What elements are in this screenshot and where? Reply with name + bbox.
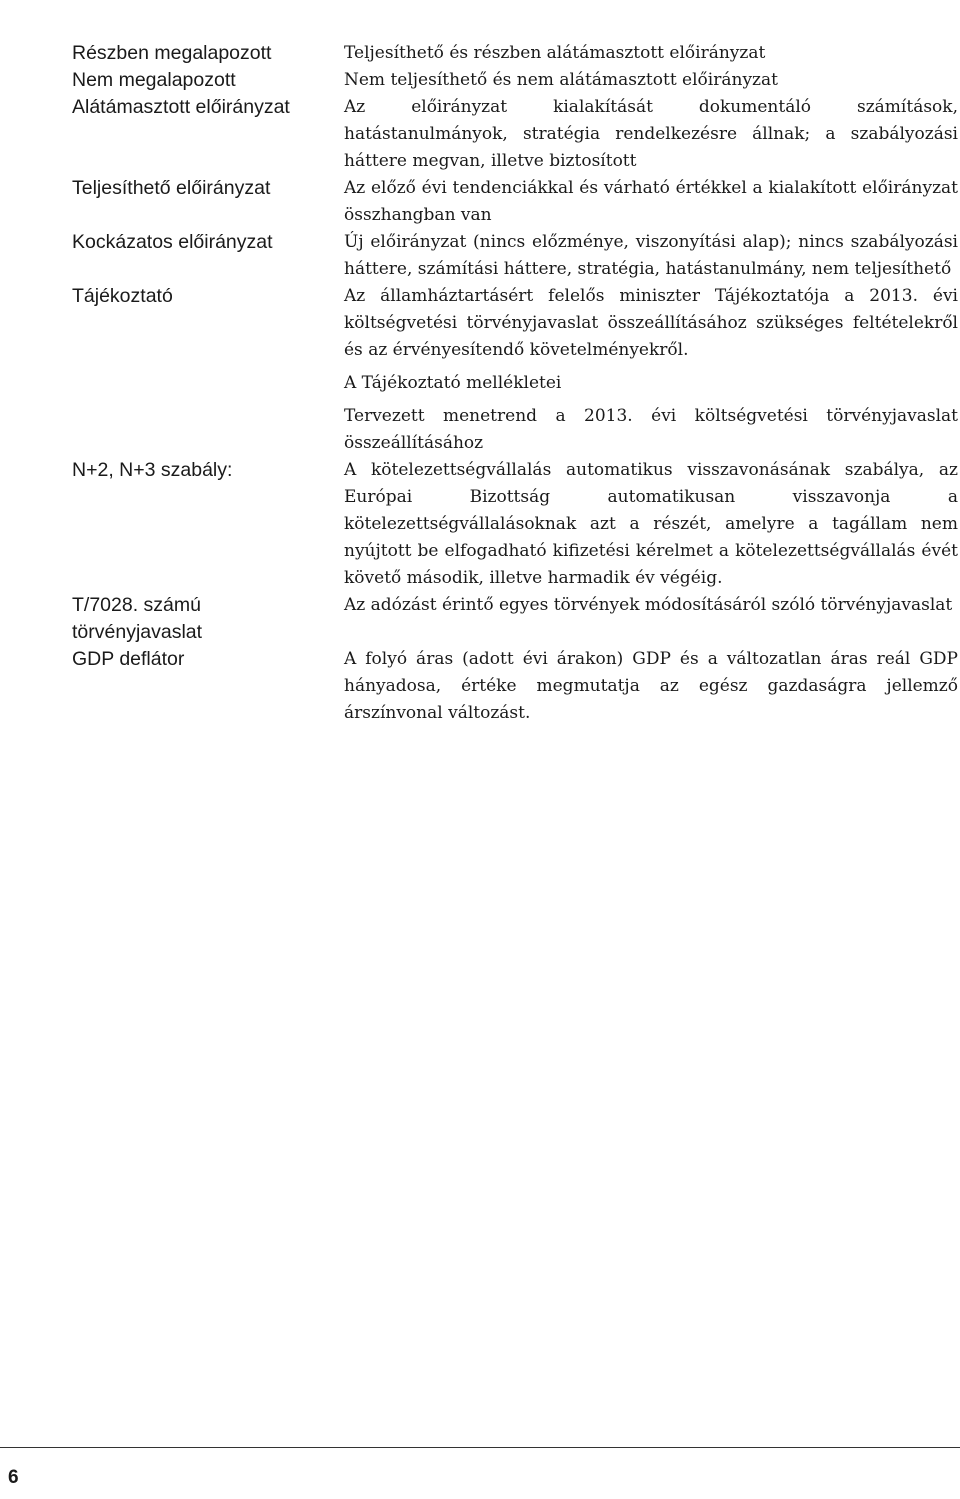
glossary-row [72,457,960,592]
glossary-term: Nem megalapozott [72,69,236,91]
glossary-row [72,94,960,175]
glossary-definition [344,67,958,94]
glossary-row [72,283,960,457]
glossary-row [72,592,960,646]
glossary-definition [344,175,958,229]
glossary-term: T/7028. számú törvényjavaslat [72,594,203,643]
glossary-term: GDP deflátor [72,648,185,670]
footer-divider [0,1447,960,1448]
glossary-row [72,40,960,67]
glossary-definition [344,229,958,283]
glossary-row [72,175,960,229]
glossary-term: N+2, N+3 szabály: [72,459,233,481]
glossary-term: Alátámasztott előirányzat [72,96,290,118]
glossary-definition [344,283,958,457]
definition-text: A folyó áras (adott évi árakon) GDP és a változatlan áras reál GDP hányadosa, értéke megmutatja az egész gazdaságra jellemző árszínvonal változást. [344,649,958,723]
page-number: 6 [8,1467,19,1488]
glossary-definition [344,457,958,592]
definition-text: Nem teljesíthető és nem alátámasztott előirányzat [344,70,778,90]
definition-text: Új előirányzat (nincs előzménye, viszonyítási alap); nincs szabályozási háttere, számítási háttere, stratégia, hatástanulmány, nem teljesíthető [344,232,958,279]
definition-text: Teljesíthető és részben alátámasztott előirányzat [344,43,766,63]
definition-text: Az előző évi tendenciákkal és várható értékkel a kialakított előirányzat összhangban van [344,178,958,225]
glossary-row [72,67,960,94]
definition-text: Az adózást érintő egyes törvények módosításáról szóló törvényjavaslat [344,595,953,615]
glossary-definition [344,646,958,727]
glossary-row [72,229,960,283]
definition-text: Az államháztartásért felelős miniszter Tájékoztatója a 2013. évi költségvetési törvényjavaslat összeállításához szükséges feltételekről és az érvényesítendő követelményekről. [344,286,958,360]
glossary-term: Tájékoztató [72,285,173,307]
glossary-row [72,646,960,727]
glossary-table [72,40,960,727]
definition-text: Tervezett menetrend a 2013. évi költségvetési törvényjavaslat összeállításához [344,406,958,453]
glossary-term: Kockázatos előirányzat [72,231,273,253]
definition-text: Az előirányzat kialakítását dokumentáló számítások, hatástanulmányok, stratégia rendelkezésre állnak; a szabályozási háttere megvan, illetve biztosított [344,97,958,171]
glossary-definition [344,592,958,619]
glossary-definition [344,40,958,67]
glossary-term: Teljesíthető előirányzat [72,177,271,199]
definition-text: A Tájékoztató mellékletei [344,373,562,393]
definition-text: A kötelezettségvállalás automatikus visszavonásának szabálya, az Európai Bizottság automatikusan visszavonja a kötelezettségvállalásoknak azt a részét, amelyre a tagállam nem nyújtott be elfogadható kifizetési kérelmet a kötelezettségvállalás évét követő második, illetve harmadik év végéig. [344,460,958,588]
glossary-definition [344,94,958,175]
glossary-term: Részben megalapozott [72,42,272,64]
